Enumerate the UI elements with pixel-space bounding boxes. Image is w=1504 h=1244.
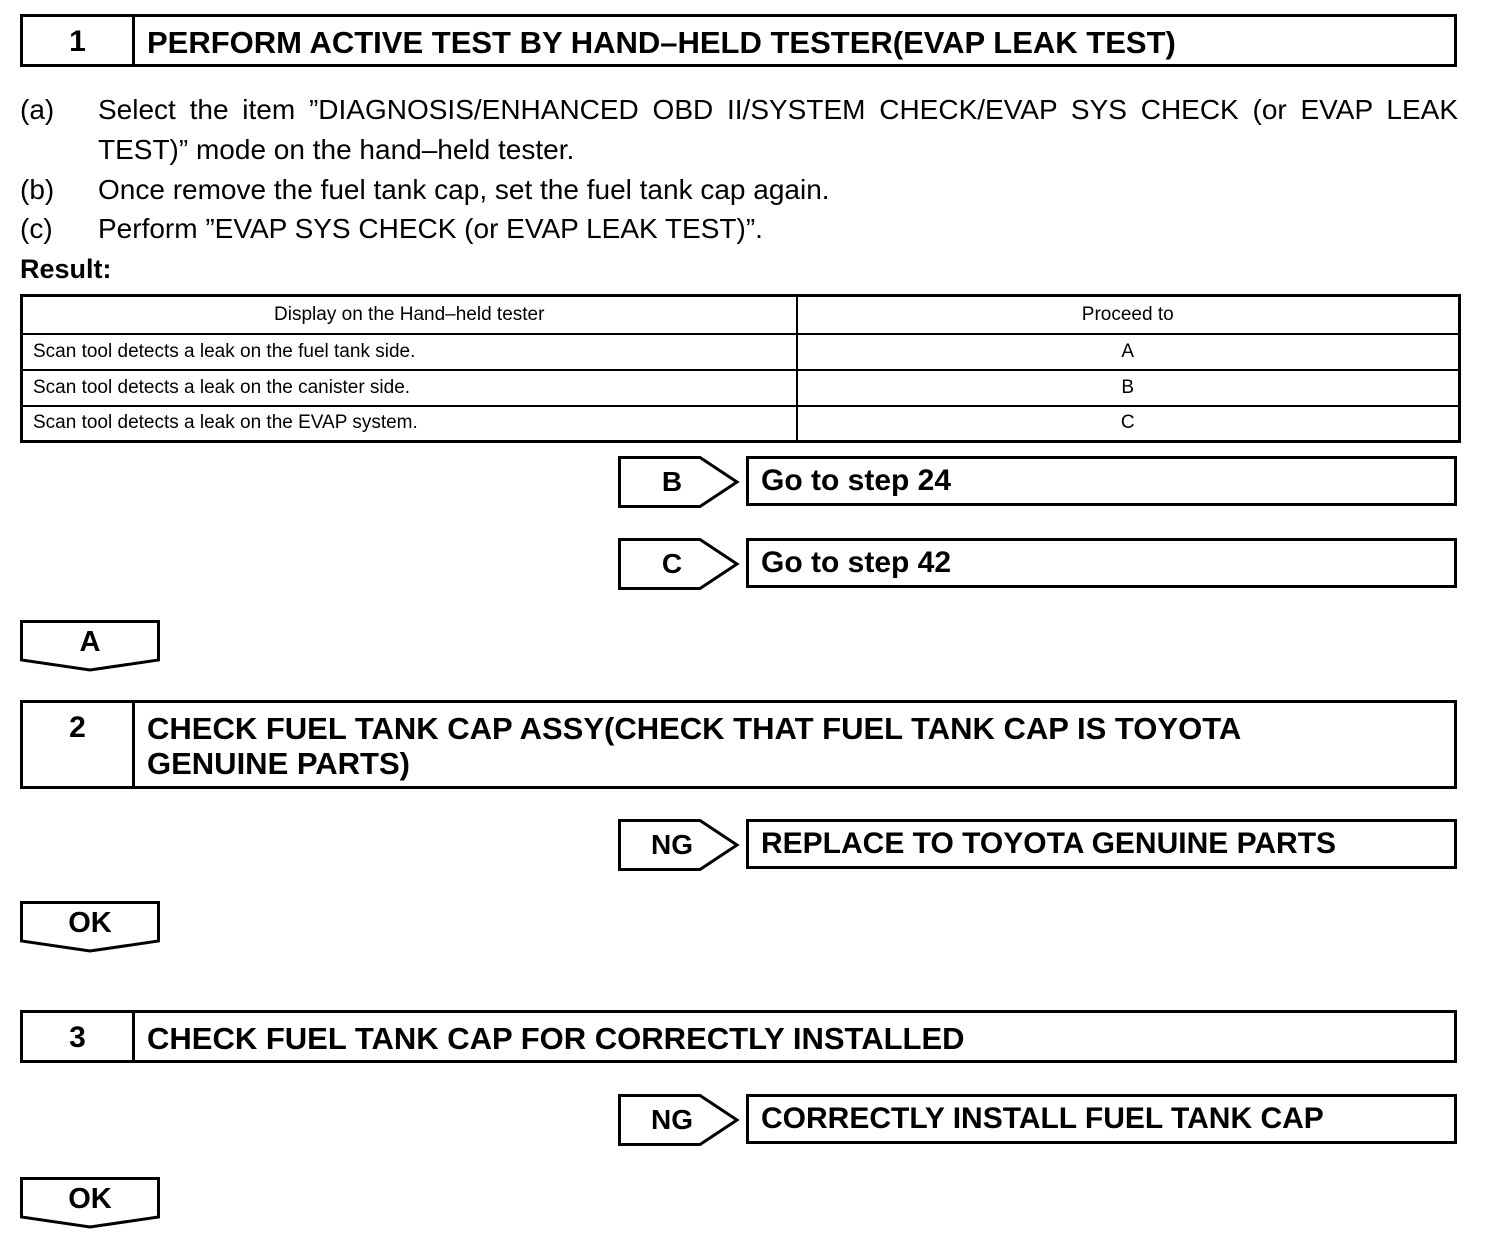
step-title: PERFORM ACTIVE TEST BY HAND–HELD TESTER(EVAP LEAK TEST) (147, 25, 1176, 60)
continue-tab-ok (20, 1177, 160, 1229)
table-cell: C (797, 406, 1460, 442)
step-title: CHECK FUEL TANK CAP FOR CORRECTLY INSTALLED (147, 1021, 965, 1056)
branch-tag-c (618, 538, 740, 590)
step-1-header (20, 14, 1457, 67)
branch-tag-label: NG (651, 829, 693, 860)
instruction-label: (b) (20, 174, 55, 205)
instruction-label: (c) (20, 213, 53, 244)
branch-destination: Go to step 24 (746, 456, 1457, 506)
table-row (22, 334, 1460, 370)
table-header-cell: Proceed to (797, 296, 1460, 334)
table-cell: Scan tool detects a leak on the EVAP system. (22, 406, 797, 442)
instruction-text: Select the item ”DIAGNOSIS/ENHANCED OBD II/SYSTEM CHECK/EVAP SYS CHECK (or EVAP LEAK TEST)” mode on the hand–held tester. (98, 94, 1458, 165)
result-label: Result: (20, 254, 112, 284)
step-3-header (20, 1010, 1457, 1063)
branch-tag-ng (618, 819, 740, 871)
result-table (20, 294, 1461, 443)
instruction-text: Once remove the fuel tank cap, set the fuel tank cap again. (98, 174, 830, 205)
table-cell: Scan tool detects a leak on the canister side. (22, 370, 797, 406)
continue-tab-label: OK (68, 1183, 112, 1215)
table-row (22, 406, 1460, 442)
branch-tag-b (618, 456, 740, 508)
continue-tab-label: OK (68, 907, 112, 939)
step-title: CHECK FUEL TANK CAP ASSY(CHECK THAT FUEL TANK CAP IS TOYOTA GENUINE PARTS) (147, 711, 1241, 781)
branch-tag-label: C (661, 548, 683, 579)
instruction-label: (a) (20, 94, 55, 125)
table-cell: B (797, 370, 1460, 406)
continue-tab-ok (20, 901, 160, 953)
branch-tag-label: B (661, 466, 683, 497)
branch-tag-label: NG (651, 1104, 693, 1135)
step-2-header (20, 700, 1457, 789)
instruction-text: Perform ”EVAP SYS CHECK (or EVAP LEAK TEST)”. (98, 213, 763, 244)
branch-destination: CORRECTLY INSTALL FUEL TANK CAP (746, 1094, 1457, 1144)
step-number: 2 (23, 703, 135, 786)
table-row (22, 370, 1460, 406)
branch-destination: REPLACE TO TOYOTA GENUINE PARTS (746, 819, 1457, 869)
instruction-b (20, 170, 1457, 210)
table-cell: A (797, 334, 1460, 370)
continue-tab-a (20, 620, 160, 672)
table-cell: Scan tool detects a leak on the fuel tank side. (22, 334, 797, 370)
branch-destination: Go to step 42 (746, 538, 1457, 588)
instruction-c (20, 209, 1457, 249)
step-number: 1 (23, 17, 135, 64)
step-number: 3 (23, 1013, 135, 1060)
branch-tag-ng (618, 1094, 740, 1146)
table-header-cell: Display on the Hand–held tester (22, 296, 797, 334)
continue-tab-label: A (79, 626, 101, 658)
table-header-row (22, 296, 1460, 334)
instruction-a (20, 90, 1457, 170)
